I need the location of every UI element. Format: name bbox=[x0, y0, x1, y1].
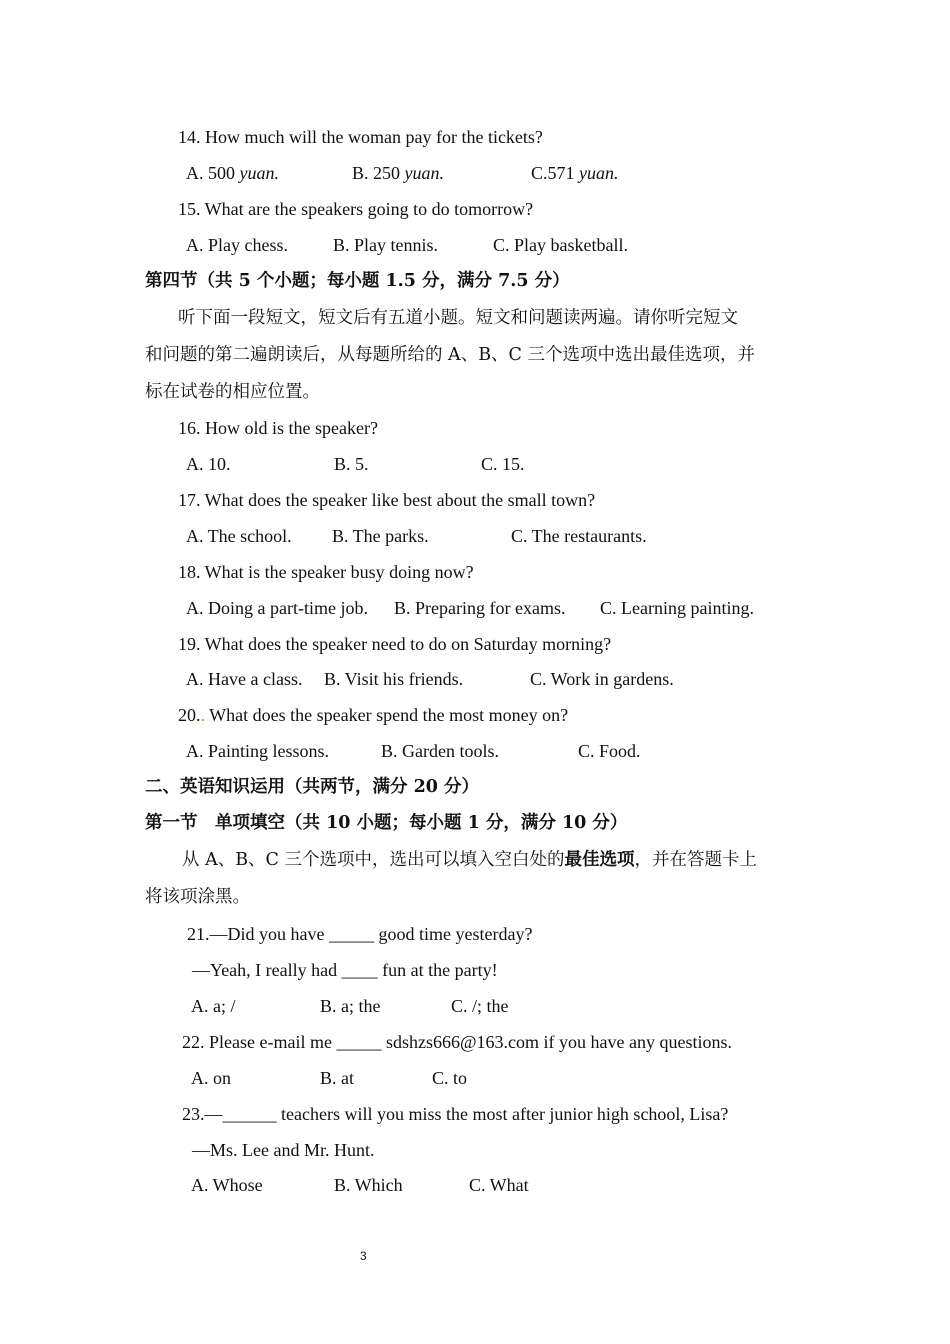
q15-option-a: A. Play chess. bbox=[186, 235, 288, 255]
question-20-stem: 20.. What does the speaker spend the most money on? bbox=[178, 705, 569, 725]
question-19-stem: 19. What does the speaker need to do on Saturday morning? bbox=[178, 634, 612, 654]
q20-option-b: B. Garden tools. bbox=[381, 741, 499, 761]
q17-option-a: A. The school. bbox=[186, 526, 292, 546]
question-14-stem: 14. How much will the woman pay for the tickets? bbox=[178, 127, 543, 147]
part2-section1-heading: 第一节 单项填空（共 10 小题；每小题 1 分，满分 10 分） bbox=[145, 813, 628, 833]
q17-option-c: C. The restaurants. bbox=[511, 526, 647, 546]
part2-instruction-line1: 从 A、B、C 三个选项中，选出可以填入空白处的最佳选项，并在答题卡上 bbox=[182, 850, 758, 870]
section4-instruction-line2: 和问题的第二遍朗读后，从每题所给的 A、B、C 三个选项中选出最佳选项，并 bbox=[145, 345, 756, 365]
q17-option-b: B. The parks. bbox=[332, 526, 429, 546]
q20-option-c: C. Food. bbox=[578, 741, 641, 761]
q21-option-c: C. /; the bbox=[451, 996, 509, 1016]
q14-option-c: C.571 yuan. bbox=[531, 163, 619, 183]
q14-option-b: B. 250 yuan. bbox=[352, 163, 445, 183]
question-17-stem: 17. What does the speaker like best about the small town? bbox=[178, 490, 596, 510]
question-22-line1: 22. Please e-mail me _____ sdshzs666@163.com if you have any questions. bbox=[182, 1032, 732, 1052]
q18-option-a: A. Doing a part-time job. bbox=[186, 598, 368, 618]
q18-option-b: B. Preparing for exams. bbox=[394, 598, 566, 618]
part2-instruction-line2: 将该项涂黑。 bbox=[145, 887, 250, 907]
q15-option-b: B. Play tennis. bbox=[333, 235, 439, 255]
section4-heading: 第四节（共 5 个小题；每小题 1.5 分，满分 7.5 分） bbox=[145, 271, 570, 291]
q16-option-b: B. 5. bbox=[334, 454, 369, 474]
q16-option-c: C. 15. bbox=[481, 454, 525, 474]
question-21-line1: 21.—Did you have _____ good time yesterday? bbox=[187, 924, 533, 944]
q22-option-b: B. at bbox=[320, 1068, 354, 1088]
question-23-line2: —Ms. Lee and Mr. Hunt. bbox=[192, 1140, 375, 1160]
q14-option-a: A. 500 yuan. bbox=[186, 163, 279, 183]
page-number: 3 bbox=[360, 1249, 367, 1263]
q23-option-b: B. Which bbox=[334, 1175, 403, 1195]
section4-instruction-line3: 标在试卷的相应位置。 bbox=[145, 382, 320, 402]
part2-heading: 二、英语知识运用（共两节，满分 20 分） bbox=[145, 777, 480, 797]
q21-option-b: B. a; the bbox=[320, 996, 381, 1016]
q18-option-c: C. Learning painting. bbox=[600, 598, 754, 618]
question-18-stem: 18. What is the speaker busy doing now? bbox=[178, 562, 474, 582]
question-15-stem: 15. What are the speakers going to do tomorrow? bbox=[178, 199, 534, 219]
question-21-line2: —Yeah, I really had ____ fun at the party! bbox=[192, 960, 498, 980]
question-23-line1: 23.—______ teachers will you miss the most after junior high school, Lisa? bbox=[182, 1104, 729, 1124]
section4-instruction-line1: 听下面一段短文，短文后有五道小题。短文和问题读两遍。请你听完短文 bbox=[178, 308, 738, 328]
q19-option-a: A. Have a class. bbox=[186, 669, 303, 689]
question-16-stem: 16. How old is the speaker? bbox=[178, 418, 378, 438]
q22-option-a: A. on bbox=[191, 1068, 231, 1088]
q15-option-c: C. Play basketball. bbox=[493, 235, 628, 255]
q20-option-a: A. Painting lessons. bbox=[186, 741, 330, 761]
q23-option-c: C. What bbox=[469, 1175, 529, 1195]
q19-option-b: B. Visit his friends. bbox=[324, 669, 464, 689]
q22-option-c: C. to bbox=[432, 1068, 468, 1088]
q23-option-a: A. Whose bbox=[191, 1175, 263, 1195]
q21-option-a: A. a; / bbox=[191, 996, 236, 1016]
q19-option-c: C. Work in gardens. bbox=[530, 669, 674, 689]
q16-option-a: A. 10. bbox=[186, 454, 231, 474]
